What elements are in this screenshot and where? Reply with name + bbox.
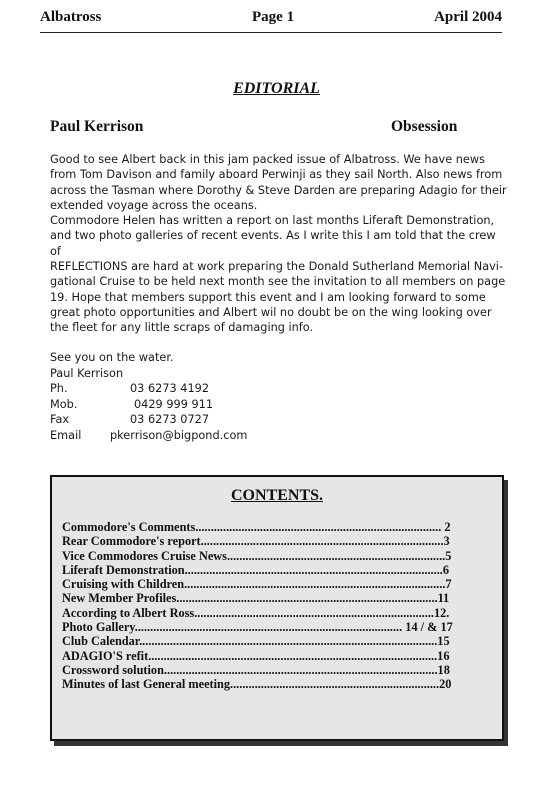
contact-value: 0429 999 911 [134,397,214,411]
toc-dot-leader: ................................................................................................ [139,634,435,649]
toc-item-page: .12. [430,605,450,620]
toc-item-label: ADAGIO'S refit [62,648,149,663]
newsletter-name: Albatross [40,9,102,25]
toc-item-page: .20 [436,677,452,692]
editorial-author: Paul Kerrison [50,118,144,135]
toc-item [62,606,492,620]
editorial-body [50,152,510,336]
body-line: 19. Hope that members support this event and I am looking forward to some [50,290,486,304]
contact-email-value: pkerrison@bigpond.com [110,428,248,442]
toc-dot-leader: ........................................................................................ [163,662,435,677]
toc-item [62,549,492,563]
toc-item-page: 14 / & 17 [402,620,453,635]
toc-item [62,663,492,677]
toc-item-label: Club Calendar [62,634,140,649]
contact-label: Mob. [50,397,78,411]
contact-label: Ph. [50,382,68,396]
toc-item-label: According to Albert Ross [62,605,195,620]
contact-label: Fax [50,413,70,427]
contact-fax [50,412,210,428]
contact-mobile [50,397,214,413]
table-of-contents [62,520,492,692]
toc-dot-leader: .................................................................................... [176,591,435,606]
toc-item [62,534,492,548]
toc-dot-leader: .................................................................................... [184,577,443,592]
body-line: across the Tasman where Dorothy & Steve Darden are preparing Adagio for their [50,183,507,197]
contents-title: CONTENTS. [230,487,324,504]
toc-item-page: .15 [434,634,450,649]
body-line: gational Cruise to be held next month see the invitation to all members on page [50,275,506,289]
toc-item-page: .18 [434,662,450,677]
toc-dot-leader: ...................................................................... [226,548,443,563]
toc-item [62,649,492,663]
toc-item-label: Commodore's Comments [62,520,196,534]
signoff: See you on the water. [50,351,174,364]
toc-item-page: .5 [442,548,452,563]
body-line: Good to see Albert back in this jam packed issue of Albatross. We have news [50,153,485,166]
toc-dot-leader: ............................................................................................. [148,648,435,663]
toc-item-label: Rear Commodore's report [62,534,201,549]
toc-item-label: Crossword solution [62,662,164,677]
toc-item-page: .7 [442,577,452,592]
toc-item-page: .11 [434,591,450,606]
toc-item-page: .3 [440,534,450,549]
editorial-title: EDITORIAL [233,80,320,97]
toc-dot-leader: ................................................................................... [184,562,440,577]
toc-item-label: Liferaft Demonstration [62,562,185,577]
contact-email [50,428,248,444]
toc-dot-leader: ....................................................................................... [134,620,403,635]
body-line: and two photo galleries of recent events. As I write this I am told that the crew of [50,229,496,258]
editorial-subject: Obsession [391,118,458,135]
body-line: Commodore Helen has written a report on last months Liferaft Demonstration, [50,214,495,228]
toc-item [62,620,492,634]
signature: Paul Kerrison [50,366,124,380]
toc-item [62,634,492,648]
toc-dot-leader: ............................................................................... [195,520,439,534]
toc-dot-leader: ................................................................... [230,677,437,692]
toc-item-label: Cruising with Children [62,577,185,592]
toc-item-page: .6 [439,562,450,577]
toc-item-page: . 2 [438,520,451,534]
toc-item [62,577,492,591]
page-header [40,6,502,33]
body-line: REFLECTIONS are hard at work preparing the Donald Sutherland Memorial Navi- [50,260,504,274]
toc-item-label: Vice Commodores Cruise News [62,548,227,563]
toc-item-label: Photo Gallery [62,620,135,635]
toc-item-label: Minutes of last General meeting [62,677,231,692]
toc-item-label: New Member Profiles [62,591,177,606]
body-line: from Tom Davison and family aboard Perwinji as they sail North. Also news from [50,168,503,182]
contact-value: 03 6273 4192 [130,382,210,396]
contact-label: Email [50,428,82,442]
contact-phone [50,381,210,397]
toc-item [62,677,492,691]
contents-box [50,475,504,741]
page-number: Page 1 [252,9,295,25]
toc-item [62,563,492,577]
toc-item-page: .16 [434,648,450,663]
contact-block [50,350,248,444]
toc-dot-leader: .............................................................................. [200,534,441,549]
body-line: extended voyage across the oceans. [50,198,258,212]
body-line: the fleet for any little scraps of damaging info. [50,321,314,335]
contact-value: 03 6273 0727 [130,413,210,427]
toc-item [62,520,492,534]
toc-item [62,591,492,605]
body-line: great photo opportunities and Albert wil no doubt be on the wing looking over [50,305,492,319]
issue-date: April 2004 [434,9,502,25]
toc-dot-leader: ............................................................................. [194,605,431,620]
